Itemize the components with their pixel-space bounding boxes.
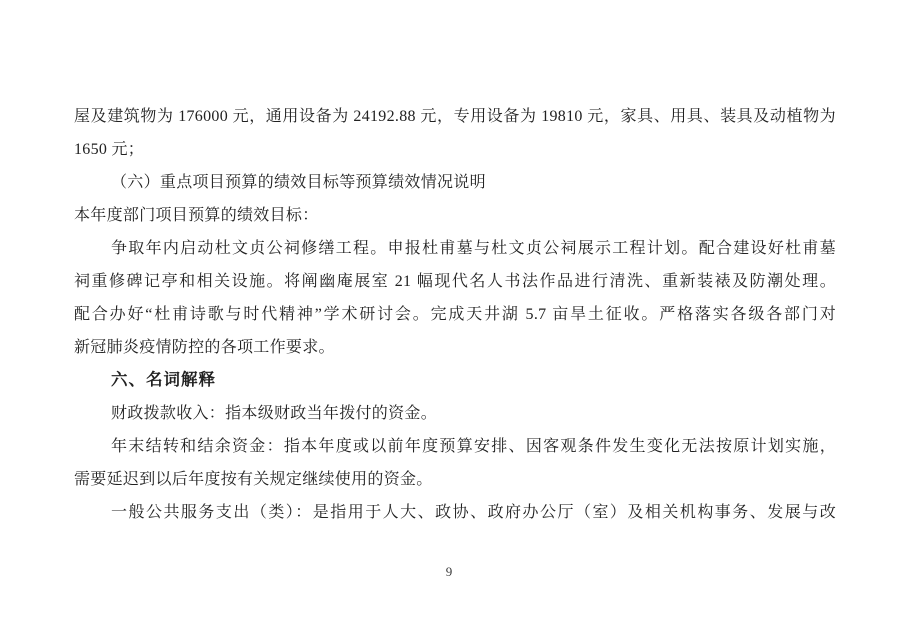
section-heading: 六、名词解释 xyxy=(111,371,216,389)
document-line: 祠重修碑记亭和相关设施。将阐幽庵展室 21 幅现代名人书法作品进行清洗、重新装裱及防潮处理。 xyxy=(74,273,836,290)
document-line: 1650 元； xyxy=(74,141,145,158)
document-line: 新冠肺炎疫情防控的各项工作要求。 xyxy=(74,339,335,356)
document-line: 财政拨款收入：指本级财政当年拨付的资金。 xyxy=(111,405,438,422)
document-line: 年末结转和结余资金：指本年度或以前年度预算安排、因客观条件发生变化无法按原计划实施， xyxy=(111,438,836,455)
document-line: 本年度部门项目预算的绩效目标： xyxy=(74,207,319,224)
document-line: 屋及建筑物为 176000 元，通用设备为 24192.88 元，专用设备为 19810 元，家具、用具、装具及动植物为 xyxy=(74,108,836,125)
document-line: 争取年内启动杜文贞公祠修缮工程。申报杜甫墓与杜文贞公祠展示工程计划。配合建设好杜甫墓 xyxy=(111,240,836,257)
document-line: 一般公共服务支出（类）：是指用于人大、政协、政府办公厅（室）及相关机构事务、发展与改 xyxy=(111,504,836,521)
text-column xyxy=(74,100,836,529)
page-number: 9 xyxy=(445,564,453,579)
document-line: 需要延迟到以后年度按有关规定继续使用的资金。 xyxy=(74,471,433,488)
document-line: 配合办好“杜甫诗歌与时代精神”学术研讨会。完成天井湖 5.7 亩旱土征收。严格落实各级各部门对 xyxy=(74,306,836,323)
subsection-heading: （六）重点项目预算的绩效目标等预算绩效情况说明 xyxy=(111,174,486,191)
